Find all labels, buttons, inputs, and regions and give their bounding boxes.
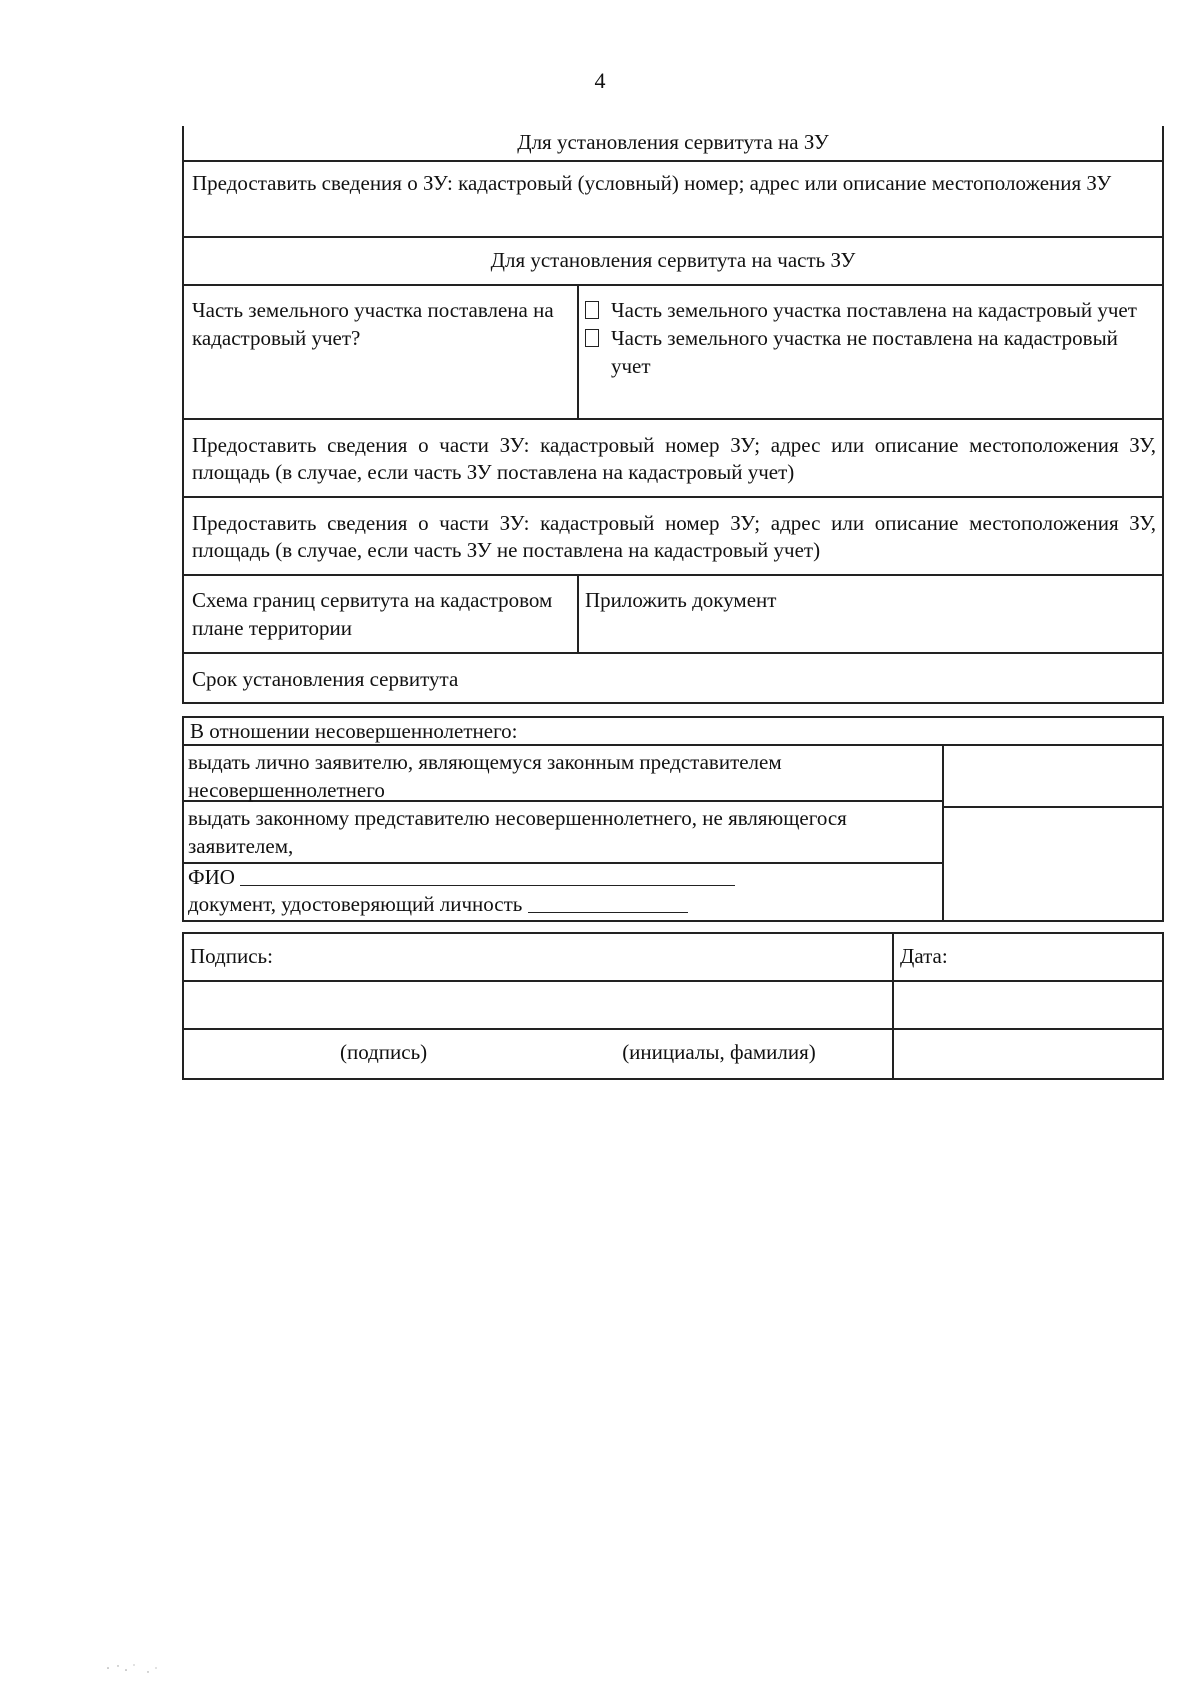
scan-speckle bbox=[104, 1656, 164, 1676]
date-label: Дата: bbox=[900, 944, 948, 968]
scheme-label: Схема границ сервитута на кадастровом плане территории bbox=[184, 576, 579, 652]
part-registered-question-row bbox=[184, 286, 1162, 420]
minor-option-personal: выдать лично заявителю, являющемуся законным представителем несовершеннолетнего bbox=[184, 746, 942, 802]
option-unregistered-label: Часть земельного участка не поставлена на кадастровый учет bbox=[611, 326, 1118, 378]
application-form bbox=[182, 126, 1164, 1080]
signature-table bbox=[182, 932, 1164, 1080]
scheme-value[interactable]: Приложить документ bbox=[585, 588, 777, 612]
minor-title: В отношении несовершеннолетнего: bbox=[184, 718, 1162, 746]
minor-mark-representative[interactable] bbox=[944, 808, 1162, 920]
scheme-row bbox=[184, 576, 1162, 654]
minor-section bbox=[182, 716, 1164, 922]
signature-label: Подпись: bbox=[184, 934, 894, 980]
caption-signature: (подпись) bbox=[340, 1040, 428, 1064]
fio-input-line[interactable] bbox=[240, 865, 735, 886]
servitude-full-info: Предоставить сведения о ЗУ: кадастровый (условный) номер; адрес или описание местоположения ЗУ bbox=[184, 162, 1162, 238]
checkbox-registered[interactable] bbox=[585, 301, 599, 319]
caption-empty-cell bbox=[894, 1030, 1162, 1078]
caption-name: (инициалы, фамилия) bbox=[622, 1040, 816, 1064]
id-doc-label: документ, удостоверяющий личность bbox=[188, 892, 523, 916]
checkbox-unregistered[interactable] bbox=[585, 329, 599, 347]
servitude-full-header: Для установления сервитута на ЗУ bbox=[184, 126, 1162, 162]
id-doc-input-line[interactable] bbox=[528, 892, 688, 913]
signature-field[interactable] bbox=[184, 982, 894, 1028]
minor-mark-personal[interactable] bbox=[944, 746, 1162, 808]
option-unregistered[interactable] bbox=[585, 324, 1154, 380]
option-registered[interactable] bbox=[585, 296, 1154, 324]
part-registered-options bbox=[579, 286, 1162, 418]
servitude-table bbox=[182, 126, 1164, 704]
part-info-registered: Предоставить сведения о части ЗУ: кадастровый номер ЗУ; адрес или описание местоположения ЗУ, площадь (в случае, если часть ЗУ поставлена на кадастровый учет) bbox=[184, 420, 1162, 498]
minor-fio-block bbox=[184, 864, 942, 920]
page-number: 4 bbox=[594, 68, 606, 93]
option-registered-label: Часть земельного участка поставлена на кадастровый учет bbox=[611, 298, 1137, 322]
minor-option-representative: выдать законному представителю несовершеннолетнего, не являющегося заявителем, bbox=[184, 802, 942, 864]
fio-label: ФИО bbox=[188, 865, 235, 889]
servitude-part-header: Для установления сервитута на часть ЗУ bbox=[184, 238, 1162, 286]
date-field[interactable] bbox=[894, 982, 1162, 1028]
part-registered-question: Часть земельного участка поставлена на кадастровый учет? bbox=[184, 286, 579, 418]
servitude-term[interactable]: Срок установления сервитута bbox=[184, 654, 1162, 704]
part-info-unregistered: Предоставить сведения о части ЗУ: кадастровый номер ЗУ; адрес или описание местоположения ЗУ, площадь (в случае, если часть ЗУ не поставлена на кадастровый учет) bbox=[184, 498, 1162, 576]
